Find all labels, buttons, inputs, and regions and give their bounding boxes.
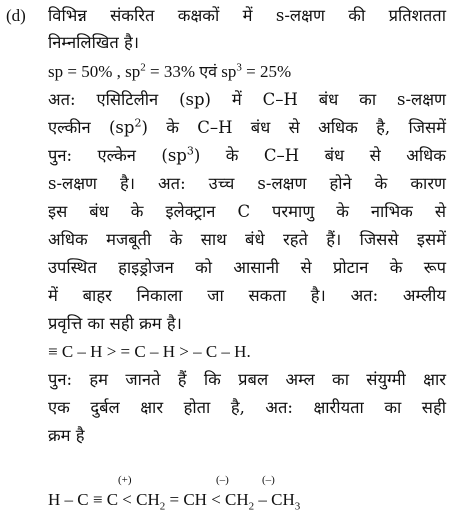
eq-part-1: H – C ≡ C < CH (48, 490, 160, 509)
text-line-2: निम्नलिखित है। (48, 33, 140, 52)
line6-exponent: 3 (186, 144, 194, 158)
charge-minus-2: (–) (262, 474, 275, 486)
eq-part-3: – CH (254, 490, 295, 509)
text-line-1: विभिन्न संकरित कक्षकों में s-लक्षण की प्रतिशतता (48, 6, 446, 25)
text-line-6 (48, 144, 446, 168)
line5-part-b: ) के C–H बंध से अधिक है, जिसमें (141, 118, 446, 137)
eq-sub-2: 2 (248, 500, 255, 513)
charge-minus-1: (–) (216, 474, 229, 486)
line5-part-a: एल्कीन (sp (48, 118, 135, 137)
sp-value: sp = 50% (48, 62, 113, 81)
line6-part-b: ) के C–H बंध से अधिक (193, 146, 446, 165)
line5-exponent: 2 (134, 116, 142, 130)
text-line-9: अधिक मजबूती के साथ बंधे रहते हैं। जिससे इसमें (48, 230, 446, 249)
sp3-value: = 25% (241, 62, 292, 81)
sp2-base: sp (125, 62, 141, 81)
sp3-exponent: 3 (236, 61, 242, 74)
charge-plus: (+) (118, 474, 132, 486)
line6-part-a: पुन: एल्केन (sp (48, 146, 187, 165)
percentage-line (48, 60, 446, 84)
eq-part-2: = CH < CH (165, 490, 249, 509)
eq-sub-3: 3 (294, 500, 301, 513)
eq-sub-1: 2 (159, 500, 166, 513)
text-line-11: में बाहर निकाला जा सकता है। अत: अम्लीय (48, 286, 446, 305)
acidity-order: ≡ C – H > = C – H > – C – H. (48, 342, 251, 361)
evam-word: एवं (199, 62, 217, 81)
equation-text (48, 490, 301, 513)
text-line-16: क्रम है (48, 426, 85, 445)
sp3-base: sp (217, 62, 237, 81)
separator: , (112, 62, 126, 81)
text-line-8: इस बंध के इलेक्ट्रान C परमाणु के नाभिक से (48, 202, 446, 221)
text-line-15: एक दुर्बल क्षार होता है, अत: क्षारीयता का सही (48, 398, 446, 417)
text-line-5 (48, 116, 446, 140)
sp2-value: = 33% (145, 62, 200, 81)
text-line-7: s-लक्षण है। अत: उच्च s-लक्षण होने के कारण (48, 174, 446, 193)
basicity-equation (48, 476, 448, 516)
text-line-10: उपस्थित हाइड्रोजन को आसानी से प्रोटान के रूप (48, 258, 446, 277)
text-line-14: पुन: हम जानते हैं कि प्रबल अम्ल का संयुग्मी क्षार (48, 370, 446, 389)
option-label: (d) (6, 6, 26, 25)
sp2-exponent: 2 (140, 61, 146, 74)
text-line-12: प्रवृत्ति का सही क्रम है। (48, 314, 182, 333)
text-line-4: अत: एसिटिलीन (sp) में C–H बंध का s-लक्षण (48, 90, 446, 109)
